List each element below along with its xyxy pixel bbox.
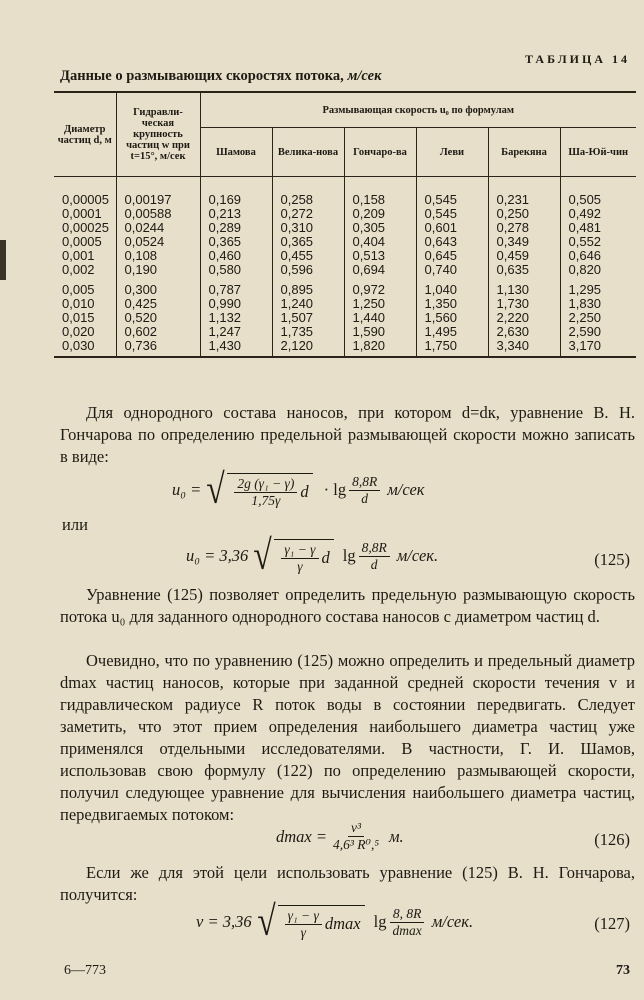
eq2-lg-denominator: d [370,556,378,572]
table-row [54,339,636,357]
table-row [54,207,636,221]
equation-125 [186,533,439,579]
table-cell: 1,750 [416,339,488,357]
table-cell: 0,020 [62,324,95,339]
table-cell: 2,250 [560,311,636,325]
table-cell: 0,169 [200,193,272,207]
table-cell: 1,507 [272,311,344,325]
table-title [60,68,381,85]
table-cell: 0,601 [416,221,488,235]
table-cell: 1,130 [488,283,560,297]
table-cell: 1,132 [200,311,272,325]
table-cell: 0,602 [116,325,200,339]
header-formula-3: Леви [416,128,488,177]
table-row [54,249,636,263]
eq1-lg-denominator: d [361,490,369,506]
table-row [54,263,636,277]
table-cell: 0,209 [344,207,416,221]
table-cell: 0,030 [54,339,116,357]
eq1-lg: · lg [323,480,347,499]
table-cell: 0,00005 [62,192,109,207]
eq1-lhs: u₀ = [172,480,202,499]
printer-signature: 6—773 [64,963,106,978]
header-formula-0: Шамова [200,128,272,177]
table-cell: 2,220 [488,311,560,325]
paragraph-2-text: Уравнение (125) позволяет определить предельную размывающую скорость потока u₀ для заданного однородного состава наносов с диаметром частиц d. [60,585,635,626]
table-cell: 0,190 [116,263,200,277]
table-cell: 0,015 [62,310,95,325]
eq4-denominator: γ [300,924,306,940]
table-cell: 0,425 [116,297,200,311]
or-label: или [62,515,88,534]
table-cell: 0,736 [116,339,200,357]
eq3-denominator: 4,6³ R⁰,⁵ [333,837,380,852]
table-cell: 3,170 [560,339,636,357]
equation-126 [276,820,404,853]
table-cell: 1,250 [344,297,416,311]
table-cell: 0,481 [560,221,636,235]
eq4-lg-denominator: dmax [392,922,422,938]
table-cell: 1,730 [488,297,560,311]
paragraph-2 [60,584,635,628]
header-formula-4: Барекяна [488,128,560,177]
equation-126-number: (126) [594,830,630,849]
table-cell: 0,459 [488,249,560,263]
table-spacer [54,177,636,194]
table-cell: 2,590 [560,325,636,339]
table-cell: 0,740 [416,263,488,277]
table-cell: 0,0244 [116,221,200,235]
table-cell: 0,520 [116,311,200,325]
table-row [54,235,636,249]
table-cell: 0,646 [560,249,636,263]
table-row [54,283,636,297]
equation-1 [172,467,425,513]
eq2-lhs: u₀ = 3,36 [186,546,249,565]
header-diameter: Диаметр частиц d, м [54,92,116,177]
table-cell: 0,213 [200,207,272,221]
page-edge-mark [0,240,6,280]
eq4-lg-numerator: 8, 8R [390,906,425,923]
table-cell: 0,00197 [116,193,200,207]
table-cell: 2,630 [488,325,560,339]
table-row [54,297,636,311]
table-cell: 0,404 [344,235,416,249]
table-cell: 0,272 [272,207,344,221]
table-cell: 0,545 [416,207,488,221]
table-cell: 0,305 [344,221,416,235]
table-cell: 0,455 [272,249,344,263]
table-cell: 0,001 [62,248,95,263]
table-cell: 0,580 [200,263,272,277]
table-cell: 3,340 [488,339,560,357]
table-cell: 0,895 [272,283,344,297]
eq2-d: d [321,548,330,567]
eq2-unit: м/сек. [396,546,439,565]
velocity-table [54,91,636,358]
paragraph-4-text: Если же для этой цели использовать уравнение (125) В. Н. Гончарова, получится: [60,863,635,904]
paragraph-1 [60,402,635,468]
table-cell: 0,108 [116,249,200,263]
table-body [54,177,636,358]
table-cell: 0,005 [62,282,95,297]
table-cell: 1,735 [272,325,344,339]
eq1-denominator: 1,75γ [251,492,281,508]
eq4-lhs: v = 3,36 [196,912,252,931]
table-cell: 0,002 [62,262,95,277]
eq1-numerator: 2g (γ₁ − γ) [234,476,297,493]
header-formula-5: Ша-Юй-чин [560,128,636,177]
eq3-unit: м. [389,826,404,846]
table-cell: 0,545 [416,193,488,207]
table-cell: 1,560 [416,311,488,325]
table-cell: 0,010 [62,296,95,311]
equation-127-number: (127) [594,914,630,933]
table-cell: 0,0005 [62,234,102,249]
eq4-numerator: γ₁ − γ [285,908,322,925]
eq3-numerator: v³ [348,820,364,837]
paragraph-4 [60,862,635,906]
table-title-text: Данные о размывающих скоростях потока, [60,68,344,84]
table-cell: 0,00025 [62,220,109,235]
page-number: 73 [616,963,630,978]
table-cell: 0,349 [488,235,560,249]
eq1-sqrt: √ $\frac{\text{2g (γ₁ − γ)}}{1,75\gamma}$ d [204,470,312,510]
table-label: ТАБЛИЦА 14 [525,52,630,66]
paragraph-1-text: Для однородного состава наносов, при котором d=dк, уравнение В. Н. Гончарова по определению предельной размывающей скорости можно записать в виде: [60,403,635,466]
table-cell: 0,365 [200,235,272,249]
table-row [54,193,636,207]
table-cell: 0,0524 [116,235,200,249]
eq2-sqrt: √ $\frac{\text{γ₁ − γ}}{\gamma}$ d [251,536,334,576]
table-cell: 0,820 [560,263,636,277]
eq4-unit: м/сек. [431,912,474,931]
table-cell: 0,250 [488,207,560,221]
eq4-dmax: dmax [324,914,361,933]
table-cell: 2,120 [272,339,344,357]
paragraph-3 [60,650,635,826]
eq1-d: d [300,482,309,501]
header-velocity-group: Размывающая скорость u₀ по формулам [200,92,636,128]
table-cell: 0,645 [416,249,488,263]
eq2-lg-numerator: 8,8R [359,540,390,557]
eq4-lg: lg [373,912,387,931]
header-formula-1: Велика-нова [272,128,344,177]
table-row [54,325,636,339]
eq1-lg-numerator: 8,8R [349,474,380,491]
table-cell: 0,300 [116,283,200,297]
eq2-numerator: γ₁ − γ [281,542,318,559]
table-cell: 0,552 [560,235,636,249]
table-cell: 0,0001 [62,206,102,221]
table-cell: 0,694 [344,263,416,277]
eq4-sqrt: √ $\frac{\text{γ₁ − γ}}{\gamma}$ dmax [255,902,365,942]
table-row [54,311,636,325]
table-cell: 0,310 [272,221,344,235]
table-cell: 0,596 [272,263,344,277]
table-cell: 1,040 [416,283,488,297]
eq1-unit: м/сек [387,480,425,499]
equation-127 [196,899,474,945]
table-cell: 0,972 [344,283,416,297]
table-cell: 0,231 [488,193,560,207]
eq2-denominator: γ [297,558,303,574]
table-cell: 1,590 [344,325,416,339]
table-cell: 1,440 [344,311,416,325]
table-cell: 1,240 [272,297,344,311]
table-cell: 0,513 [344,249,416,263]
table-cell: 1,295 [560,283,636,297]
table-cell: 1,495 [416,325,488,339]
table-cell: 1,247 [200,325,272,339]
table-row [54,221,636,235]
table-cell: 1,350 [416,297,488,311]
table-cell: 0,158 [344,193,416,207]
eq3-lhs: dmax = [276,826,327,846]
table-cell: 0,289 [200,221,272,235]
header-formula-2: Гончаро-ва [344,128,416,177]
table-cell: 0,278 [488,221,560,235]
equation-125-number: (125) [594,550,630,569]
paragraph-3-text: Очевидно, что по уравнению (125) можно определить и предельный диаметр dmax частиц наносов, которые при заданной средней скорости течения v и гидравлическом радиусе R поток воды в состоянии передвигать. Следует заметить, что этот прием определения наибольшего диаметра частиц уже применялся отдельными исследователями. В частности, Г. И. Шамов, использовав свою формулу (122) по определению размывающей скорости, получил следующее уравнение для вычисления наибольшего диаметра частиц, передвигаемых потоком: [60,651,635,824]
header-hydraulic-size: Гидравли-ческая крупность частиц w при t=15°, м/сек [116,92,200,177]
table-cell: 1,830 [560,297,636,311]
table-cell: 0,505 [560,193,636,207]
table-cell: 0,258 [272,193,344,207]
table-cell: 0,365 [272,235,344,249]
table-cell: 0,635 [488,263,560,277]
table-cell: 0,990 [200,297,272,311]
table-cell: 0,643 [416,235,488,249]
table-cell: 0,787 [200,283,272,297]
table-title-unit: м/сек [347,68,382,84]
eq2-lg: lg [342,546,356,565]
table-cell: 0,00588 [116,207,200,221]
table-cell: 0,460 [200,249,272,263]
table-cell: 0,492 [560,207,636,221]
table-cell: 1,430 [200,339,272,357]
table-cell: 1,820 [344,339,416,357]
